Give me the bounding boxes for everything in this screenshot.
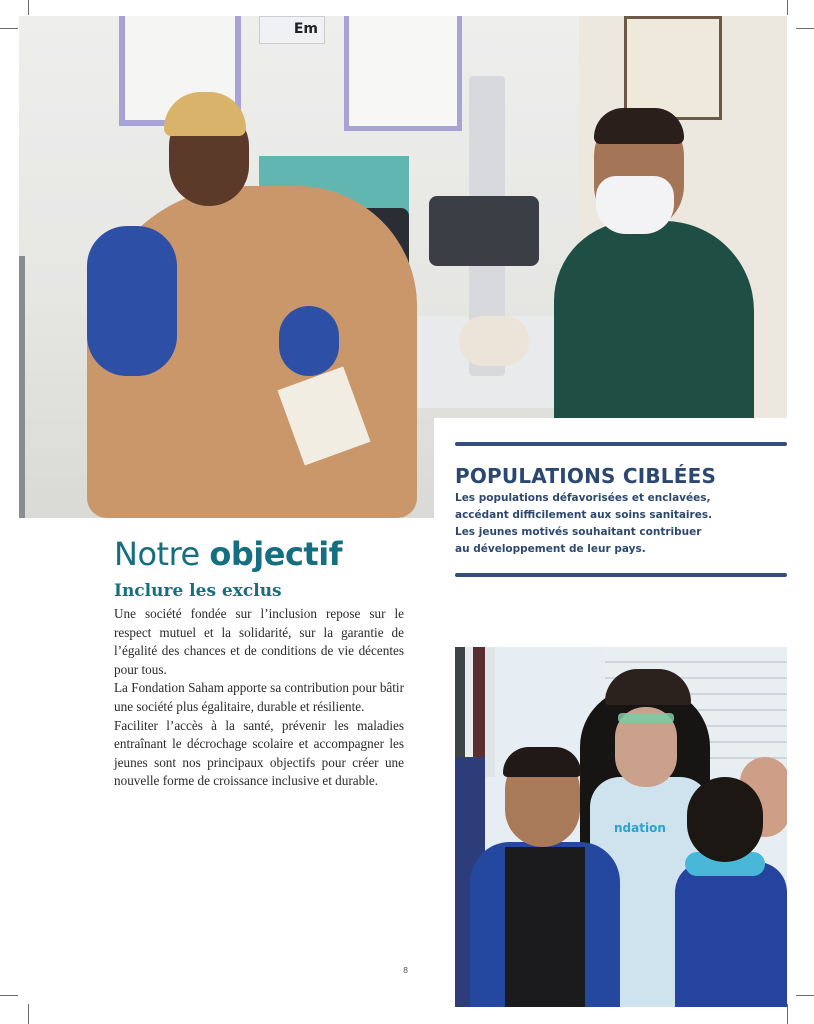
child-hair <box>503 747 581 777</box>
title-regular: Notre <box>114 535 210 573</box>
populations-line: au développement de leur pays. <box>455 543 646 555</box>
eye-chart-small <box>259 16 325 44</box>
crop-mark-bottom-left-v <box>28 1004 29 1024</box>
crop-mark-bottom-right-v <box>787 1004 788 1024</box>
child-head <box>687 777 763 862</box>
populations-title: POPULATIONS CIBLÉES <box>455 464 717 488</box>
patient-sleeve <box>279 306 339 376</box>
doctor-hair <box>594 108 684 144</box>
sunglasses <box>618 713 674 723</box>
title-bold: objectif <box>209 535 343 573</box>
objective-body <box>114 605 404 791</box>
crop-mark-top-left-v <box>28 0 29 15</box>
children-photo <box>455 647 787 1007</box>
crop-mark-bottom-left-h <box>0 995 18 996</box>
crop-mark-top-right-h <box>796 28 814 29</box>
page-number: 8 <box>403 966 409 975</box>
shirt-logo-text: ndation <box>614 821 666 835</box>
objective-title <box>114 535 342 573</box>
eye-chart-letters: Em <box>293 21 318 37</box>
patient-sleeve <box>87 226 177 376</box>
divider-top <box>455 442 787 446</box>
face-mask <box>596 176 674 234</box>
populations-line: Les populations défavorisées et enclavées, <box>455 492 711 504</box>
divider-bottom <box>455 573 787 577</box>
glove <box>459 316 529 366</box>
populations-line: accédant difficilement aux soins sanitaires. <box>455 509 713 521</box>
objective-paragraph: Une société fondée sur l’inclusion repose sur le respect mutuel et la solidarité, sur la garantie de l’égalité des chances et de conditions de vie décentes pour tous. <box>114 606 404 677</box>
objective-paragraph: La Fondation Saham apporte sa contribution pour bâtir une société plus égalitaire, durable et résiliente. <box>114 680 404 714</box>
populations-text <box>455 490 785 558</box>
wall-frame <box>624 16 722 120</box>
doctor-figure <box>554 221 754 431</box>
objective-paragraph: Faciliter l’accès à la santé, prévenir les maladies entraînant le décrochage scolaire et accompagner les jeunes sont nos principaux objectifs pour créer une nouvelle forme de croissance inclusive et durable. <box>114 717 404 789</box>
crop-mark-bottom-right-h <box>796 995 814 996</box>
objective-subtitle: Inclure les exclus <box>114 581 282 601</box>
child-shirt <box>505 847 585 1007</box>
populations-line: Les jeunes motivés souhaitant contribuer <box>455 526 702 538</box>
child-figure <box>675 862 787 1007</box>
crop-mark-top-right-v <box>787 0 788 15</box>
crop-mark-top-left-h <box>0 28 18 29</box>
